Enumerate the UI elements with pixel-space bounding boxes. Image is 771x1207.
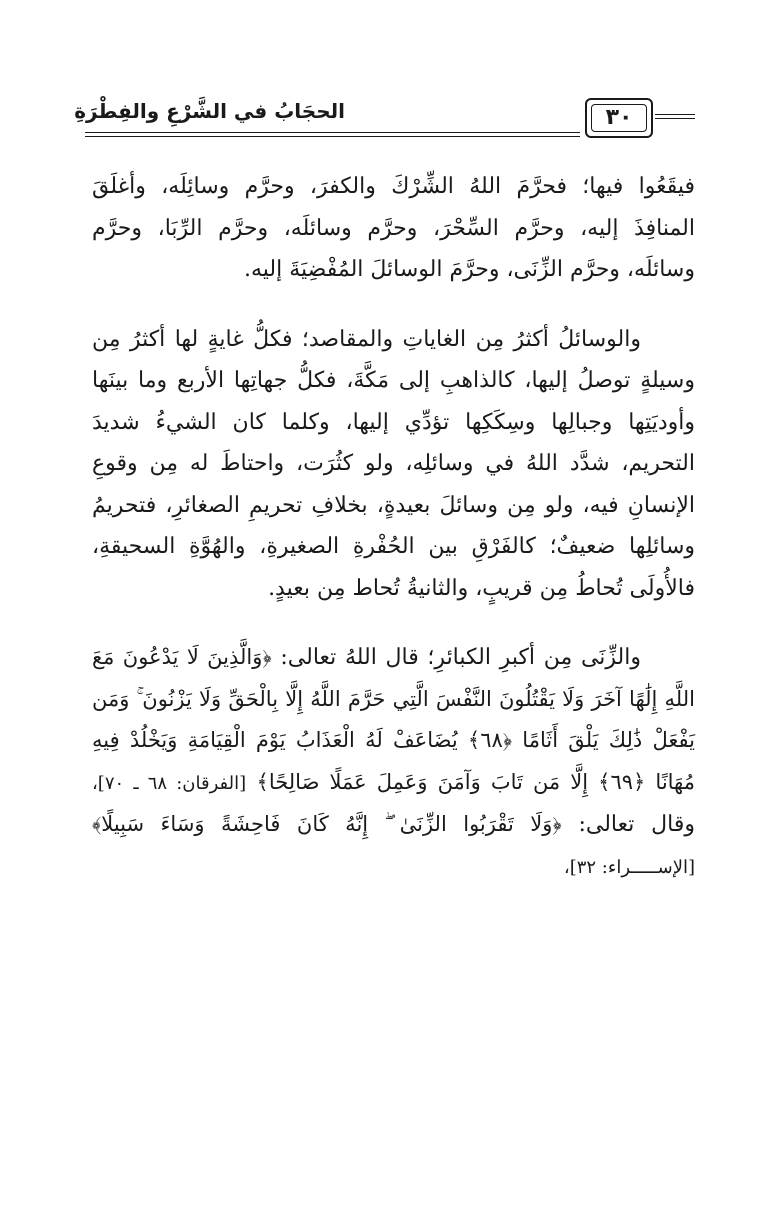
paragraph-3 — [92, 637, 695, 888]
quran-verse-isra: ﴿وَلَا تَقْرَبُوا الزِّنَىٰ ۖ إِنَّهُ كَانَ فَاحِشَةً وَسَاءَ سَبِيلًا﴾ — [92, 812, 562, 836]
paragraph-2: والوسائلُ أكثرُ مِن الغاياتِ والمقاصد؛ فكلُّ غايةٍ لها أكثرُ مِن وسيلةٍ توصلُ إليها، كالذاهبِ إلى مَكَّةَ، فكلُّ جهاتِها الأربع وما بينَها وأوديَتِها وجبالِها وسِكَكِها تؤدِّي إليها، وكلما كان الشيءُ شديدَ التحريم، شدَّد اللهُ في وسائلِه، ولو كثُرَت، واحتاطَ له مِن وقوعِ الإنسانِ فيه، ولو مِن وسائلَ بعيدةٍ، بخلافِ تحريمِ الصغائرِ، فتحريمُ وسائلِها ضعيفٌ؛ كالفَرْقِ بين الحُفْرةِ الصغيرةِ، والهُوَّةِ السحيقةِ، فالأُولَى تُحاطُ مِن قريبٍ، والثانيةُ تُحاط مِن بعيدٍ. — [92, 326, 695, 601]
header-double-rule — [85, 132, 580, 137]
page-body — [92, 166, 695, 916]
paragraph-3-connector: وقال تعالى: — [578, 812, 695, 837]
page-number: ٣٠ — [605, 105, 633, 130]
verse-reference-furqan: [الفرقان: ٦٨ ـ ٧٠]، — [92, 772, 247, 794]
quran-verse-furqan: ﴿وَالَّذِينَ لَا يَدْعُونَ مَعَ اللَّهِ إِلَٰهًا آخَرَ وَلَا يَقْتُلُونَ النَّفْسَ الَّتِي حَرَّمَ اللَّهُ إِلَّا بِالْحَقِّ وَلَا يَزْنُونَ ۚ وَمَن يَفْعَلْ ذَٰلِكَ يَلْقَ أَثَامًا ﴿٦٨﴾ يُضَاعَفْ لَهُ الْعَذَابُ يَوْمَ الْقِيَامَةِ وَيَخْلُدْ فِيهِ مُهَانًا ﴿٦٩﴾ إِلَّا مَن تَابَ وَآمَنَ وَعَمِلَ عَمَلًا صَالِحًا﴾ — [92, 645, 695, 794]
paragraph-3-intro: والزِّنَى مِن أكبرِ الكبائرِ؛ قال اللهُ تعالى: — [280, 645, 641, 670]
header-rule-tail — [655, 114, 695, 119]
paragraph-1: فيقَعُوا فيها؛ فحرَّمَ اللهُ الشِّرْكَ والكفرَ، وحرَّم وسائِلَه، وأغلَقَ المنافِذَ إليه، وحرَّم السِّحْرَ، وحرَّم وسائلَه، وحرَّم الرِّبَا، وحرَّم وسائلَه، وحرَّم الزِّنَى، وحرَّمَ الوسائلَ المُفْضِيَةَ إليه. — [92, 174, 695, 282]
page-number-frame — [585, 98, 653, 138]
verse-reference-isra: [الإســـــراء: ٣٢]، — [563, 856, 695, 878]
running-title: الحجَابُ في الشَّرْعِ والفِطْرَةِ — [74, 99, 345, 123]
page-header — [74, 92, 695, 148]
